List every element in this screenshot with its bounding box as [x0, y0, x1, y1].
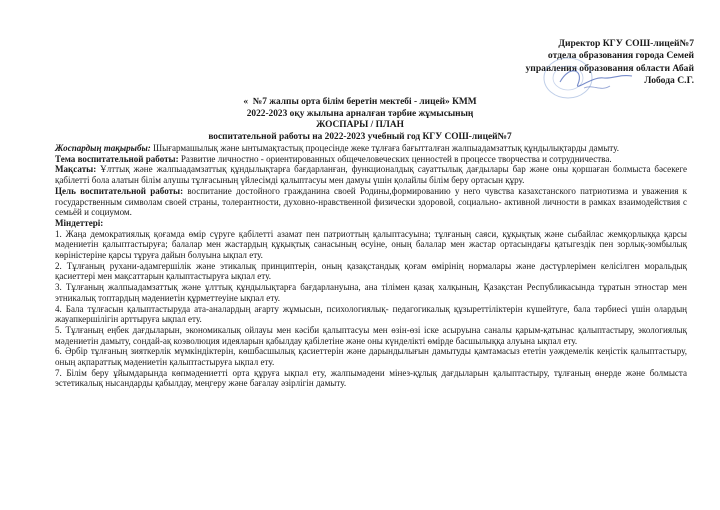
- document-body: [55, 143, 687, 389]
- signature-loop: [584, 86, 610, 88]
- topic-kz-label: Жоспардың тақырыбы:: [55, 143, 151, 153]
- goal-kz-label: Мақсаты:: [55, 164, 97, 175]
- topic-kz-text: Шығармашылық және ынтымақтастық процесінде жеке тұлғаға бағытталған жалпыадамзаттық құндылықтарды дамыту.: [150, 143, 620, 153]
- official-seal-stamp: [540, 54, 640, 100]
- topic-ru-label: Тема воспитательной работы:: [55, 153, 179, 164]
- topic-ru: [55, 154, 687, 165]
- task-item: 1. Жаңа демократиялық қоғамда өмір сүруге қабілетті азамат пен патриоттың қалыптасуына; тұлғаның саяси, құқықтық және сыбайлас жемқорлыққа қарсы мәдениетін қалыптастыруға; балалар мен жастардың құқықтық санасының өсуіне, оның балалар мен жастар ортасындағы қатыгездік пен зорлық-зомбылық көріністеріне қарсы тұруға дайын болуына ықпал ету.: [55, 228, 687, 261]
- heading-school: « №7 жалпы орта білім беретін мектебі - лицей» КММ: [243, 97, 477, 107]
- goal-ru: [55, 186, 687, 218]
- task-item: 5. Тұлғаның еңбек дағдыларын, экономикалық ойлауы мен кәсіби қалыптасуы мен өзін-өзі іске асыруына саналы қарым-қатынас қалыптастыру, экологиялық мәдениетін дамыту, сондай-ақ коэволюция идеяларын қабылдау қабілетіне және оны күнделікті өмірде басшылыққа алуына ықпал ету.: [55, 324, 687, 346]
- task-item: 3. Тұлғаның жалпыадамзаттық және ұлттық құндылықтарға бағдарлануына, ана тілімен қазақ халқының, Қазақстан Республикасында тұратын этностар мен этникалық топтардың мәдениетін құрметтеуіне ықпал ету.: [55, 282, 687, 303]
- approval-management: управления образования области Абай: [525, 62, 694, 74]
- heading-title: ЖОСПАРЫ / ПЛАН: [316, 120, 404, 131]
- goal-kz-text: Ұлттық және жалпыадамзаттық құндылықтарға бағдарланған, функционалдық сауаттылық дағдылары бар және оны қоршаған болмыста бәсекеге қабілетті бола алатын білім алушы тұлғасының үйлесімді қалыптасуы мен дамуы үшін қолайлы білім беру ортасын құру.: [55, 164, 687, 186]
- approval-department: отдела образования города Семей: [547, 50, 694, 62]
- heading-plan-ru: воспитательной работы на 2022-2023 учебный год КГУ СОШ-лицей№7: [208, 131, 512, 142]
- topic-kz: [55, 143, 687, 154]
- task-item: 2. Тұлғаның рухани-адамгершілік және этикалық принциптерін, оның қазақстандық қоғам өмірінің нормалары және дәстүрлерімен келісілген моральдық қасиеттері мен мақсаттарын қалыптастыруға ықпал ету.: [55, 260, 687, 282]
- tasks-label: Міндеттері:: [55, 217, 104, 228]
- approval-director: Директор КГУ СОШ-лицей№7: [558, 38, 694, 49]
- goal-ru-label: Цель воспитательной работы:: [55, 185, 184, 196]
- heading-year-kz: 2022-2023 оқу жылына арналған тәрбие жұмысының: [246, 108, 474, 119]
- task-item: 7. Білім беру ұйымдарында көпмәдениетті орта құруға ықпал ету, жалпымәдени мінез-құлық дағдыларын қалыптастыру, тұлғаның өнерде және болмыста эстетикалық нысандарды қабылдау, меңгеру және бағалау әзірлігін дамыту.: [55, 367, 687, 389]
- goal-kz: [55, 164, 687, 185]
- seal-outer-ring: [544, 58, 592, 98]
- goal-ru-text: воспитание достойного гражданина своей Родины,формированию у него чувства казахстанского патриотизма и уважения к государственным символам своей страны, толерантности, духовно-нравственной физически здоровой, социально- активной личности в рамках взаимодействия с семьёй и социумом.: [55, 185, 688, 218]
- approval-name: Лобода С.Г.: [644, 75, 694, 87]
- document-heading: [120, 97, 600, 143]
- task-item: 4. Бала тұлғасын қалыптастыруда ата-аналардың ағарту жұмысын, психологиялық- педагогикалық құзыреттіліктерін күшейтуге, бала тәрбиесі үшін олардың жауапкершілігін арттыруға ықпал ету.: [55, 303, 687, 325]
- topic-ru-text: Развитие личностно - ориентированных общечеловеческих ценностей в процессе творчества и сотрудничества.: [178, 153, 612, 164]
- task-item: 6. Әрбір тұлғаның зияткерлік мүмкіндіктерін, көшбасшылық қасиеттерін және дарындылығын дамытуды қамтамасыз ететін уәждемелік кеңістік қалыптастыру, оның ақпараттық мәдениетін қалыптастыруға ықпал ету.: [55, 346, 687, 368]
- signature-stroke: [560, 71, 632, 86]
